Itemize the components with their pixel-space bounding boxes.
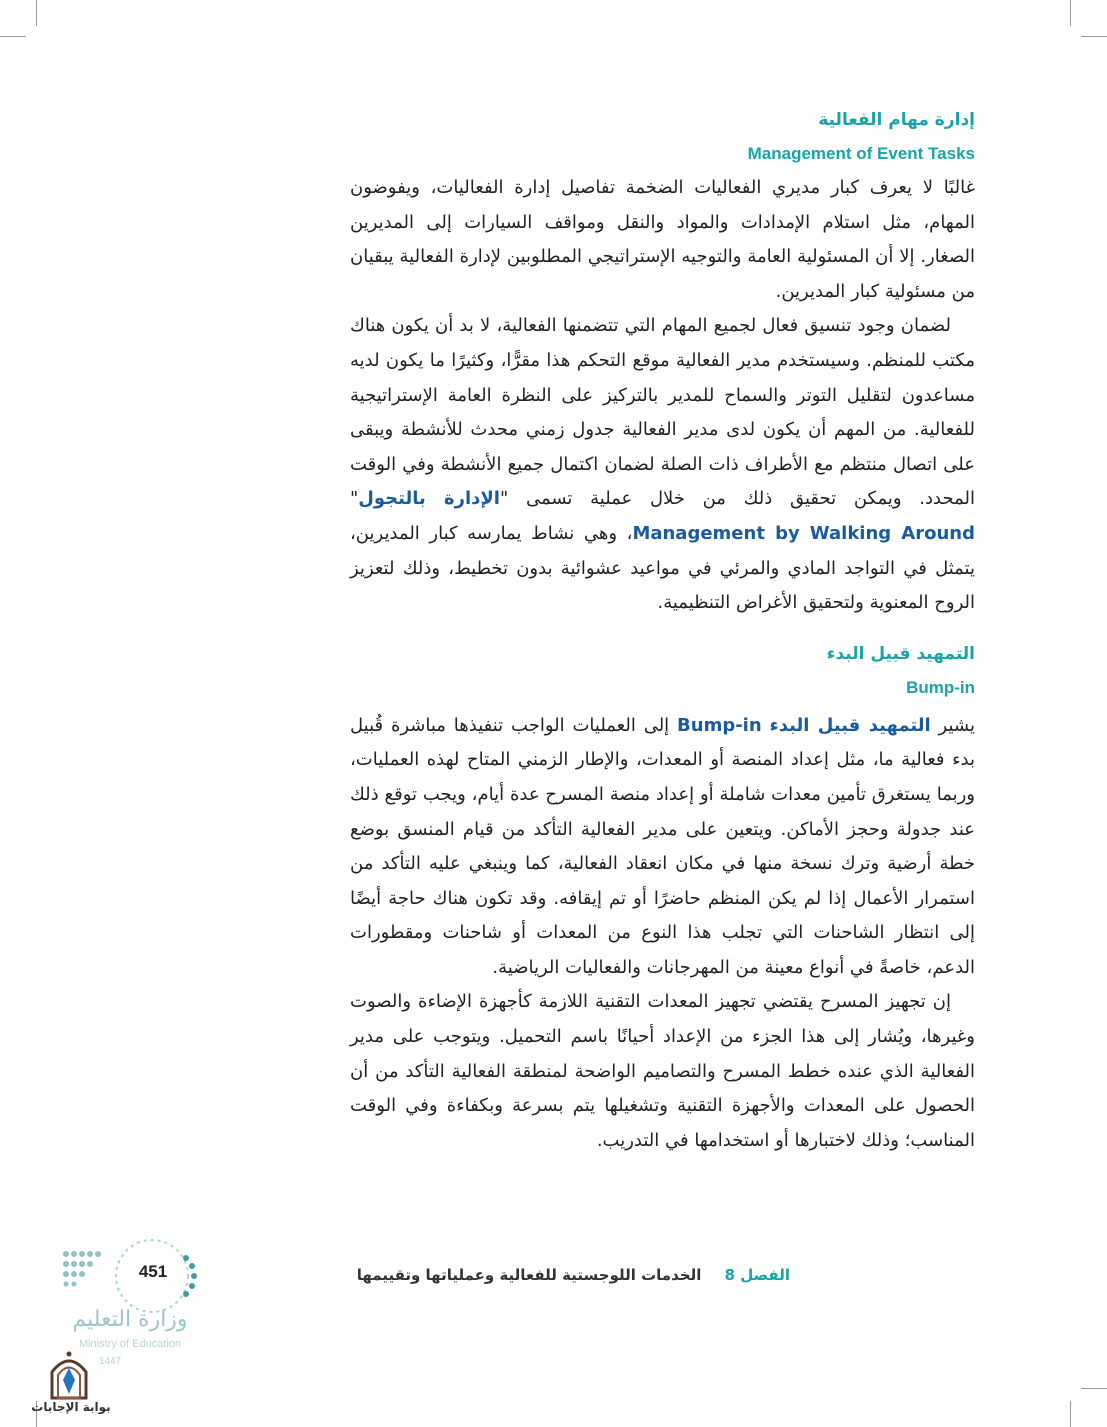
- page-footer: [350, 1266, 790, 1292]
- paragraph: غالبًا لا يعرف كبار مديري الفعاليات الضخمة تفاصيل إدارة الفعاليات، ويفوضون المهام، مثل استلام الإمدادات والمواد والنقل ومواقف السيارات إلى المديرين الصغار. إلا أن المسئولية العامة والتوجيه الإستراتيجي المطلوبين لإدارة الفعالية يبقيان من مسئولية كبار المديرين.: [350, 177, 975, 302]
- term-en: Management by Walking Around: [632, 522, 975, 544]
- paragraph-text: يشير: [938, 714, 975, 736]
- term-en: Bump-in: [677, 714, 762, 736]
- term-ar: التمهيد قبيل البدء: [769, 714, 931, 736]
- section-title-ar: التمهيد قبيل البدء: [826, 643, 975, 664]
- paragraph-text: ، وهي نشاط يمارسه كبار المديرين، يتمثل في التواجد المادي والمرئي في مواعيد عشوائية بدون تخطيط، وذلك لتعزيز الروح المعنوية ولتحقيق الأغراض التنظيمية.: [350, 522, 975, 614]
- chapter-title: الخدمات اللوجستية للفعالية وعملياتها وتقييمها: [356, 1266, 702, 1284]
- crop-mark: [1070, 1401, 1071, 1427]
- page-number: 451: [138, 1262, 168, 1281]
- crop-mark: [1070, 0, 1071, 26]
- ministry-name-en: Ministry of Education: [78, 1338, 182, 1350]
- crop-mark: [0, 36, 26, 37]
- paragraph-text: لضمان وجود تنسيق فعال لجميع المهام التي تتضمنها الفعالية، لا بد أن يكون هناك مكتب للمنظم. وسيستخدم مدير الفعالية موقع التحكم هذا مقرًّا، وكثيرًا ما يكون لديه مساعدون لتقليل التوتر والسماح للمدير بالتركيز على النظرة العامة الإستراتيجية للفعالية. من المهم أن يكون لدى مدير الفعالية جدول زمني محدث للأنشطة ويبقى على اتصال منتظم مع الأطراف ذات الصلة لضمان اكتمال جميع الأنشطة وفي الوقت المحدد. ويمكن تحقيق ذلك من خلال عملية تسمى ": [350, 315, 975, 510]
- paragraph-text: إلى العمليات الواجب تنفيذها مباشرة قُبيل بدء فعالية ما، مثل إعداد المنصة أو المعدات، والإطار الزمني المتاح لهذه العمليات، وربما يستغرق تأمين معدات شاملة أو إعداد منصة المسرح عدة أيام، ويجب توقع ذلك عند جدولة وحجز الأماكن. ويتعين على مدير الفعالية التأكد من قيام المنسق بوضع خطة أرضية وترك نسخة منها في مكان انعقاد الفعالية، كما وينبغي عليه التأكد من استمرار الأعمال إذا لم يكن المنظم حاضرًا أو تم إيقافه. وقد تكون هناك حاجة أيضًا إلى انتظار الشاحنات التي تجلب هذا النوع من المعدات أو شاحنات ومقطورات الدعم، خاصةً في أنواع معينة من المهرجانات والفعاليات الرياضية.: [350, 714, 975, 978]
- paragraph: [350, 709, 975, 986]
- crop-mark: [36, 0, 37, 26]
- ministry-year: 1447: [98, 1356, 122, 1367]
- portal-label[interactable]: بوابة الإجابات: [31, 1400, 111, 1414]
- term-ar: الإدارة بالتجول: [358, 488, 500, 510]
- paragraph: إن تجهيز المسرح يقتضي تجهيز المعدات التقنية اللازمة كأجهزة الإضاءة والصوت وغيرها، ويُشار إلى هذا الجزء من الإعداد أحيانًا باسم التحميل. ويتوجب على مدير الفعالية الذي عنده خطط المسرح والتصاميم الواضحة لمنطقة الفعالية التأكد من أن الحصول على المعدات والأجهزة التقنية وتشغيلها يتم بسرعة وبكفاءة وفي الوقت المناسب؛ وذلك لاختبارها أو استخدامها في التدريب.: [350, 991, 975, 1151]
- section-title-ar: إدارة مهام الفعالية: [818, 110, 975, 130]
- paragraph: لضمان وجود تنسيق فعال لجميع المهام التي تتضمنها الفعالية، لا بد أن يكون هناك مكتب للمنظم. وسيستخدم مدير الفعالية موقع التحكم هذا مقرًّا، وكثيرًا ما يكون لديه مساعدون لتقليل التوتر والسماح للمدير بالتركيز على النظرة العامة الإستراتيجية للفعالية. من المهم أن يكون لدى مدير الفعالية جدول زمني محدث للأنشطة ويبقى على اتصال منتظم مع الأطراف ذات الصلة لضمان اكتمال جميع الأنشطة وفي الوقت المحدد. ويمكن تحقيق ذلك من خلال عملية تسمى "الإدارة بالتجول" Management by Walking Around، وهي نشاط يمارسه كبار المديرين، يتمثل في التواجد المادي والمرئي في مواعيد عشوائية بدون تخطيط، وذلك لتعزيز الروح المعنوية ولتحقيق الأغراض التنظيمية.: [350, 315, 975, 614]
- crop-mark: [1081, 36, 1107, 37]
- page-body: [350, 103, 975, 1158]
- crop-mark: [1081, 1388, 1107, 1389]
- portal-logo-icon[interactable]: [44, 1350, 94, 1400]
- chapter-label: الفصل 8: [724, 1266, 790, 1284]
- section-title-en: Bump-in: [906, 677, 975, 697]
- section-title-en: Management of Event Tasks: [747, 144, 975, 163]
- ministry-name-ar: وزارة التعليم: [72, 1307, 188, 1332]
